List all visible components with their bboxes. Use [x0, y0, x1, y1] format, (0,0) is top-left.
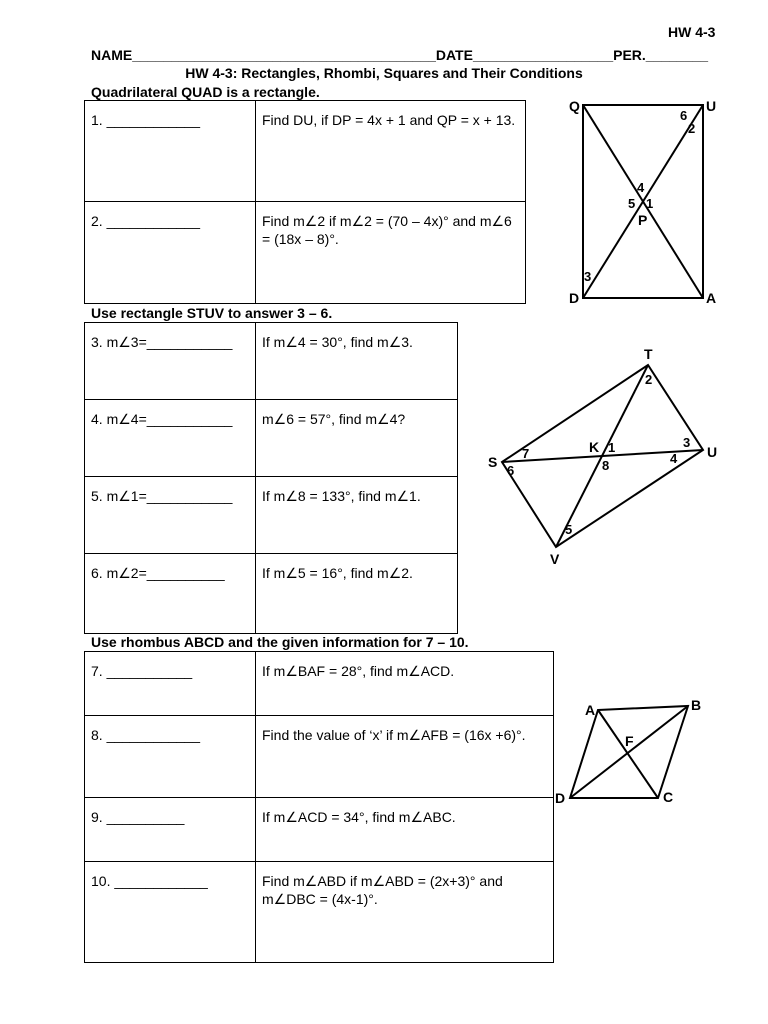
- hw-label: HW 4-3: [668, 24, 716, 40]
- angle-1: 1: [608, 440, 616, 455]
- section1-heading: Quadrilateral QUAD is a rectangle.: [91, 84, 320, 100]
- angle-5: 5: [565, 522, 573, 537]
- question-cell: Find DU, if DP = 4x + 1 and QP = x + 13.: [256, 101, 526, 202]
- angle-4: 4: [670, 451, 678, 466]
- angle-5: 5: [628, 196, 636, 211]
- table-row: [85, 862, 554, 963]
- vertex-a: A: [585, 702, 596, 718]
- answer-cell: 3. m∠3=___________: [85, 323, 256, 400]
- angle-1: 1: [646, 196, 654, 211]
- vertex-c: C: [663, 789, 674, 805]
- vertex-t: T: [644, 346, 653, 362]
- vertex-b: B: [691, 697, 702, 713]
- question-cell: If m∠4 = 30°, find m∠3.: [256, 323, 458, 400]
- answer-cell: 10. ____________: [85, 862, 256, 963]
- table-row: [85, 477, 458, 554]
- angle-2: 2: [645, 372, 653, 387]
- angle-4: 4: [637, 180, 645, 195]
- worksheet-title: HW 4-3: Rectangles, Rhombi, Squares and Their Conditions: [185, 65, 583, 81]
- table-row: [85, 400, 458, 477]
- section1-table: [84, 100, 526, 304]
- point-p: P: [638, 212, 648, 228]
- vertex-a: A: [706, 290, 717, 306]
- vertex-v: V: [550, 551, 560, 567]
- answer-cell: 6. m∠2=__________: [85, 554, 256, 634]
- section2-heading: Use rectangle STUV to answer 3 – 6.: [91, 305, 333, 321]
- answer-cell: 9. __________: [85, 798, 256, 862]
- rectangle-stuv-figure: [480, 340, 730, 580]
- table-row: [85, 101, 526, 202]
- vertex-d: D: [569, 290, 580, 306]
- question-cell: If m∠ACD = 34°, find m∠ABC.: [256, 798, 554, 862]
- vertex-u: U: [707, 444, 718, 460]
- question-cell: If m∠8 = 133°, find m∠1.: [256, 477, 458, 554]
- angle-3: 3: [584, 269, 592, 284]
- section3-table: [84, 651, 554, 963]
- vertex-s: S: [488, 454, 498, 470]
- angle-2: 2: [688, 121, 696, 136]
- question-cell: Find m∠2 if m∠2 = (70 – 4x)° and m∠6 = (18x – 8)°.: [256, 202, 526, 304]
- table-row: [85, 716, 554, 798]
- table-row: [85, 323, 458, 400]
- rectangle-quad-figure: [560, 90, 730, 310]
- vertex-d: D: [555, 790, 566, 806]
- point-k: K: [589, 439, 600, 455]
- answer-cell: 7. ___________: [85, 652, 256, 716]
- question-cell: Find the value of ‘x’ if m∠AFB = (16x +6)°.: [256, 716, 554, 798]
- answer-cell: 2. ____________: [85, 202, 256, 304]
- angle-8: 8: [602, 458, 610, 473]
- answer-cell: 4. m∠4=___________: [85, 400, 256, 477]
- question-cell: m∠6 = 57°, find m∠4?: [256, 400, 458, 477]
- vertex-u: U: [706, 98, 717, 114]
- table-row: [85, 652, 554, 716]
- section3-heading: Use rhombus ABCD and the given information for 7 – 10.: [91, 634, 469, 650]
- answer-cell: 8. ____________: [85, 716, 256, 798]
- point-f: F: [625, 733, 634, 749]
- table-row: [85, 798, 554, 862]
- angle-6: 6: [680, 108, 688, 123]
- name-date-period-line: NAME_______________________________________DATE__________________PER.________: [91, 47, 709, 63]
- table-row: [85, 554, 458, 634]
- vertex-q: Q: [569, 98, 580, 114]
- answer-cell: 5. m∠1=___________: [85, 477, 256, 554]
- table-row: [85, 202, 526, 304]
- section2-table: [84, 322, 458, 634]
- rhombus-abcd-figure: [552, 694, 722, 814]
- question-cell: Find m∠ABD if m∠ABD = (2x+3)° and m∠DBC = (4x-1)°.: [256, 862, 554, 963]
- angle-6: 6: [507, 463, 515, 478]
- question-cell: If m∠5 = 16°, find m∠2.: [256, 554, 458, 634]
- angle-3: 3: [683, 435, 691, 450]
- answer-cell: 1. ____________: [85, 101, 256, 202]
- angle-7: 7: [522, 446, 530, 461]
- question-cell: If m∠BAF = 28°, find m∠ACD.: [256, 652, 554, 716]
